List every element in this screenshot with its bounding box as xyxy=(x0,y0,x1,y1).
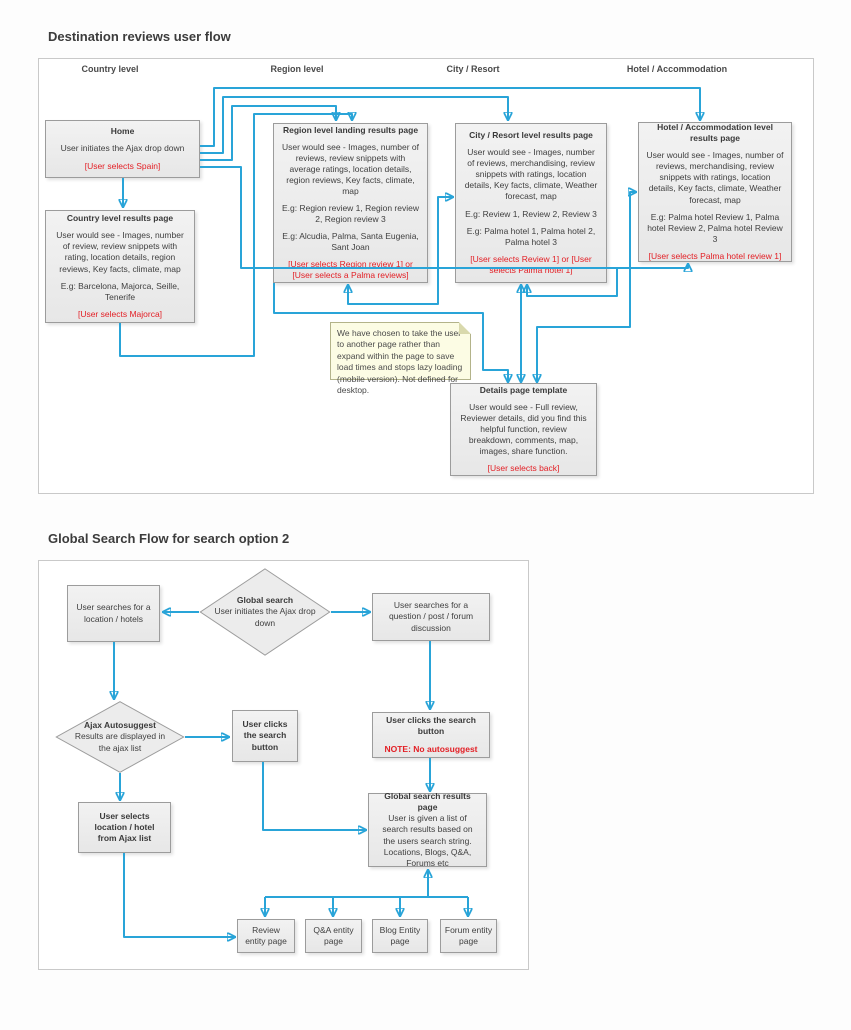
node-city-title: City / Resort level results page xyxy=(469,130,593,141)
node-blog-entity xyxy=(372,919,428,953)
node-qa-entity xyxy=(305,919,362,953)
node-country-title: Country level results page xyxy=(66,213,174,224)
node-region-body: User would see - Images, number of reviews, review snippets with average ratings, location details, region reviews, Key facts, climate, map xyxy=(281,141,419,196)
node-city-body: User would see - Images, number of reviews, merchandising, review snippets with ratings, location details, Key facts, climate, Weather forecast, map xyxy=(464,147,598,202)
node-qa-entity-text: Q&A entity page xyxy=(313,924,354,946)
node-city-action: [User selects Review 1] or [User selects Palma hotel 1] xyxy=(470,253,592,275)
node-global-results-body: User is given a list of search results based on the users search string. xyxy=(382,813,473,846)
node-clicks-search xyxy=(232,710,298,762)
column-header-hotel: Hotel / Accommodation xyxy=(626,64,728,74)
node-clicks-search-text: User clicks the search button xyxy=(242,719,288,752)
node-country-results xyxy=(45,210,195,323)
node-clicks-search2-note: NOTE: No autosuggest xyxy=(384,743,478,754)
sticky-note-text: We have chosen to take the user to another page rather than expand within the page to save load times and stops lazy loading (mobile version). Not defined for desktop. xyxy=(337,328,463,396)
node-home xyxy=(45,120,200,178)
sticky-note xyxy=(330,322,471,396)
node-country-body: User would see - Images, number of review, review snippets with rating, location details, region reviews, Key facts, climate, map xyxy=(56,230,184,274)
node-search-question xyxy=(372,593,490,641)
node-select-from-ajax xyxy=(78,802,171,853)
node-select-from-ajax-text: User selects location / hotel from Ajax list xyxy=(94,810,155,844)
node-hotel-title: Hotel / Accommodation level results page xyxy=(657,122,773,144)
node-home-body: User initiates the Ajax drop down xyxy=(60,143,185,154)
node-search-location-text: User searches for a location / hotels xyxy=(76,602,151,624)
node-ajax-autosuggest-body: Results are displayed in the ajax list xyxy=(74,731,166,753)
node-forum-entity-text: Forum entity page xyxy=(444,924,493,946)
node-clicks-search2-title: User clicks the search button xyxy=(386,715,476,737)
node-global-search-decision xyxy=(199,568,331,656)
node-hotel-example: E.g: Palma hotel Review 1, Palma hotel Review 2, Palma hotel Review 3 xyxy=(647,211,783,244)
node-home-title: Home xyxy=(110,126,135,137)
node-details-template xyxy=(450,383,597,476)
node-country-action: [User selects Majorca] xyxy=(77,308,163,319)
node-review-entity xyxy=(237,919,295,953)
node-details-body: User would see - Full review, Reviewer details, did you find this helpful function, review breakdown, comments, map, images, share function. xyxy=(460,401,587,457)
flow1-title: Destination reviews user flow xyxy=(48,29,231,44)
column-header-city: City / Resort xyxy=(446,64,500,74)
node-global-results-title: Global search results page xyxy=(384,791,471,813)
column-header-country: Country level xyxy=(81,64,139,74)
node-global-search-title: Global search xyxy=(236,595,294,606)
node-clicks-search-no-autosuggest xyxy=(372,712,490,758)
node-country-example: E.g: Barcelona, Majorca, Seille, Tenerife xyxy=(60,280,180,302)
node-city-example: E.g: Review 1, Review 2, Review 3 xyxy=(465,208,597,219)
node-ajax-autosuggest-title: Ajax Autosuggest xyxy=(84,720,156,731)
node-global-results-body2: Locations, Blogs, Q&A, Forums etc xyxy=(383,846,472,868)
node-city-results xyxy=(455,123,607,283)
node-region-example: E.g: Region review 1, Region review 2, Region review 3 xyxy=(281,203,419,225)
node-ajax-autosuggest-decision xyxy=(55,701,185,773)
node-hotel-results xyxy=(638,122,792,262)
node-review-entity-text: Review entity page xyxy=(245,924,287,946)
node-details-title: Details page template xyxy=(479,384,568,395)
node-region-action: [User selects Region review 1] or [User selects a Palma reviews] xyxy=(288,259,413,281)
node-global-search-body: User initiates the Ajax drop down xyxy=(214,606,316,628)
node-region-results xyxy=(273,123,428,283)
node-global-results xyxy=(368,793,487,867)
node-search-location xyxy=(67,585,160,642)
node-region-title: Region level landing results page xyxy=(282,124,419,135)
node-search-question-text: User searches for a question / post / forum discussion xyxy=(388,600,474,633)
column-header-region: Region level xyxy=(270,64,324,74)
node-hotel-action: [User selects Palma hotel review 1] xyxy=(648,250,782,261)
node-hotel-body: User would see - Images, number of reviews, merchandising, review snippets with ratings, location details, Key facts, climate, Weather forecast, map xyxy=(646,150,784,205)
node-home-action: [User selects Spain] xyxy=(84,160,161,171)
node-details-action: [User selects back] xyxy=(487,463,560,474)
node-region-example2: E.g: Alcudia, Palma, Santa Eugenia, Sant Joan xyxy=(282,231,419,253)
node-blog-entity-text: Blog Entity page xyxy=(379,924,421,946)
node-forum-entity xyxy=(440,919,497,953)
node-city-example2: E.g: Palma hotel 1, Palma hotel 2, Palma hotel 3 xyxy=(466,225,596,247)
flow2-title: Global Search Flow for search option 2 xyxy=(48,531,290,546)
